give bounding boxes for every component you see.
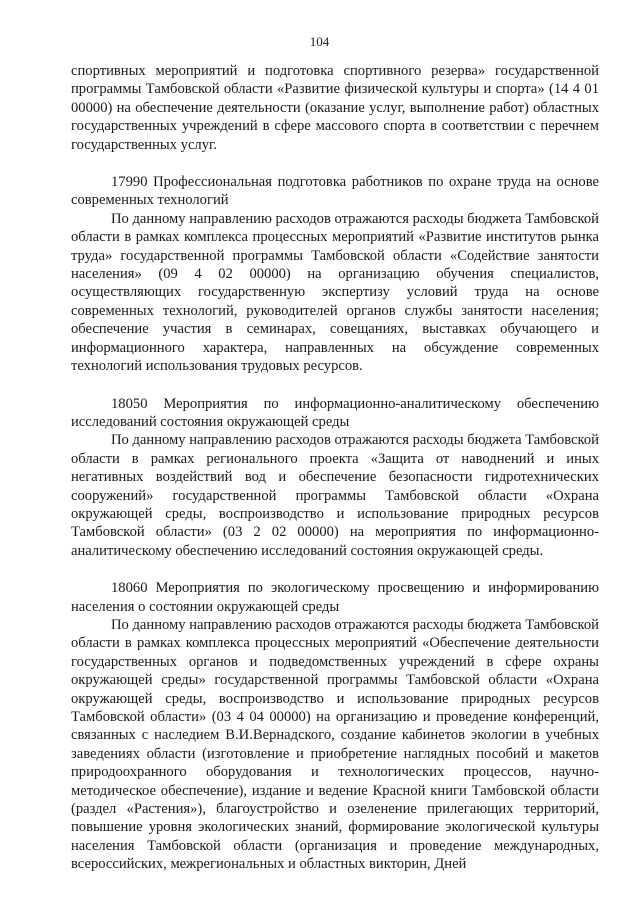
section-heading-17990: 17990 Профессиональная подготовка работников по охране труда на основе современных технологий [71, 174, 599, 209]
section-heading-18060: 18060 Мероприятия по экологическому просвещению и информированию населения о состоянии окружающей среды [71, 580, 599, 615]
paragraph-gap [71, 560, 599, 579]
paragraph-continuation: спортивных мероприятий и подготовка спортивного резерва» государственной программы Тамбовской области «Развитие физической культуры и спорта» (14 4 01 00000) на обеспечение деятельности (оказание услуг, выполнение работ) областных государственных учреждений в сфере массового спорта в соответствии с перечнем государственных услуг. [71, 63, 599, 153]
section-heading-18050: 18050 Мероприятия по информационно-аналитическому обеспечению исследований состояния окружающей среды [71, 395, 599, 430]
paragraph-gap [71, 154, 599, 173]
page-number: 104 [309, 34, 330, 49]
section-body-18050: По данному направлению расходов отражаются расходы бюджета Тамбовской области в рамках регионального проекта «Защита от наводнений и иных негативных воздействий вод и обеспечение безопасности гидротехнических сооружений» государственной программы Тамбовской области «Охрана окружающей среды, воспроизводство и использование природных ресурсов Тамбовской области» (03 2 02 00000) на мероприятия по информационно-аналитическому обеспечению исследований состояния окружающей среды. [71, 432, 599, 559]
section-body-18060: По данному направлению расходов отражаются расходы бюджета Тамбовской области в рамках комплекса процессных мероприятий «Обеспечение деятельности государственных органов и подведомственных учреждений в сфере охраны окружающей среды» государственной программы Тамбовской области «Охрана окружающей среды, воспроизводство и использование природных ресурсов Тамбовской области» (03 4 04 00000) на организацию и проведение конференций, связанных с наследием В.И.Вернадского, создание кабинетов экологии в учебных заведениях области (изготовление и приобретение наглядных пособий и макетов природоохранного оборудования и технологических процессов, научно-методическое обеспечение), издание и ведение Красной книги Тамбовской области (раздел «Растения»), благоустройство и озеленение прилегающих территорий, повышение уровня экологических знаний, формирование экологической культуры населения Тамбовской области (организация и проведение международных, всероссийских, межрегиональных и областных викторин, Дней [71, 616, 599, 873]
paragraph-gap [71, 376, 599, 395]
document-body [71, 62, 599, 874]
section-body-17990: По данному направлению расходов отражаются расходы бюджета Тамбовской области в рамках комплекса процессных мероприятий «Развитие институтов рынка труда» государственной программы Тамбовской области «Содействие занятости населения» (09 4 02 00000) на организацию обучения специалистов, осуществляющих государственную экспертизу условий труда на основе современных технологий, руководителей органов службы занятости населения; обеспечение участия в семинарах, совещаниях, выставках обучающего и информационного характера, направленных на обсуждение современных технологий использования трудовых ресурсов. [71, 210, 599, 375]
